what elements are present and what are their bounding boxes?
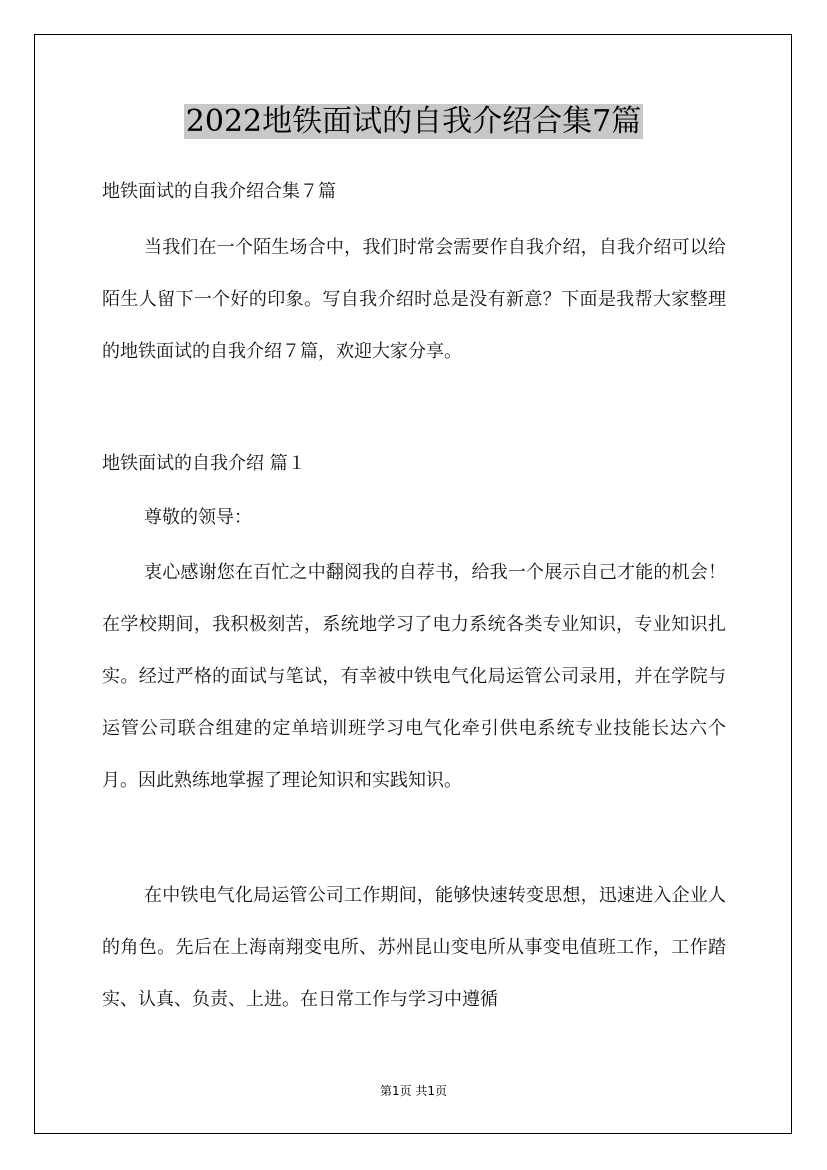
salutation: 尊敬的领导： <box>144 507 252 528</box>
body-paragraph-1: 衷心感谢您在百忙之中翻阅我的自荐书，给我一个展示自己才能的机会！ 在学校期间，我积极刻苦，系统地学习了电力系统各类专业知识，专业知识扎实。经过严格的面试与笔试，有幸被中铁电气化局运管公司录用，并在学院与运管公司联合组建的定单培训班学习电气化牵引供电系统专业技能长达六个月。因此熟练地掌握了理论知识和实践知识。 <box>102 562 726 791</box>
intro-paragraph: 当我们在一个陌生场合中，我们时常会需要作自我介绍，自我介绍可以给陌生人留下一个好的印象。写自我介绍时总是没有新意？下面是我帮大家整理的地铁面试的自我介绍７篇，欢迎大家分享。 <box>102 237 726 362</box>
subtitle: 地铁面试的自我介绍合集７篇 <box>102 181 336 202</box>
body-paragraph-2: 在中铁电气化局运管公司工作期间，能够快速转变思想，迅速进入企业人的角色。先后在上海南翔变电所、苏州昆山变电所从事变电值班工作，工作踏实、认真、负责、上进。在日常工作与学习中遵循 <box>102 885 726 1010</box>
section-heading: 地铁面试的自我介绍 篇１ <box>102 453 306 474</box>
page-footer: 第1页 共1页 <box>379 1084 448 1098</box>
document-title: 2022地铁面试的自我介绍合集7篇 <box>185 104 642 139</box>
